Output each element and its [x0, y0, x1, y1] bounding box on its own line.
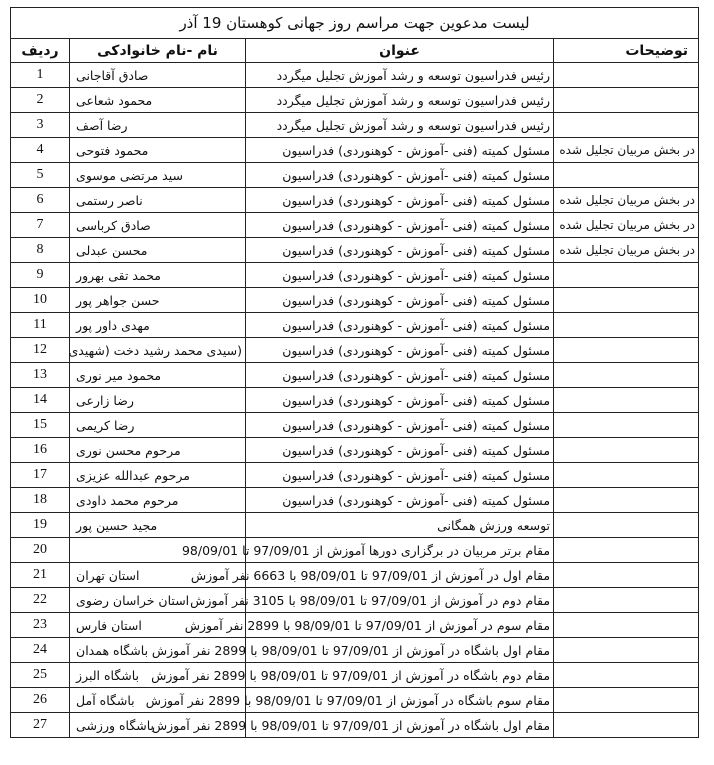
row-title: مسئول کمیته (فنی -آموزش - کوهنوردی) فدراسیون: [246, 463, 554, 488]
row-number: 8: [11, 238, 70, 263]
row-name: [70, 538, 246, 563]
table-row: [11, 613, 699, 638]
row-number: 15: [11, 413, 70, 438]
row-name: مرحوم محمد داودی: [70, 488, 246, 513]
table-title-row: [11, 8, 699, 39]
row-number: 24: [11, 638, 70, 663]
header-title: عنوان: [246, 39, 554, 63]
header-notes: توضیحات: [554, 39, 699, 63]
row-number: 9: [11, 263, 70, 288]
table-row: [11, 413, 699, 438]
row-name: صادق کرباسی: [70, 213, 246, 238]
row-number: 17: [11, 463, 70, 488]
row-number: 4: [11, 138, 70, 163]
row-notes: در بخش مربیان تجلیل شده: [554, 213, 699, 238]
table-row: [11, 488, 699, 513]
table-row: [11, 538, 699, 563]
row-number: 2: [11, 88, 70, 113]
row-name: استان فارس: [70, 613, 246, 638]
row-notes: [554, 538, 699, 563]
row-name: محمود میر نوری: [70, 363, 246, 388]
row-title: مسئول کمیته (فنی -آموزش - کوهنوردی) فدراسیون: [246, 188, 554, 213]
row-number: 14: [11, 388, 70, 413]
row-title: مسئول کمیته (فنی -آموزش - کوهنوردی) فدراسیون: [246, 238, 554, 263]
table-row: [11, 588, 699, 613]
row-notes: [554, 338, 699, 363]
row-name: صادق آقاجانی: [70, 63, 246, 88]
row-name: سید مرتضی موسوی: [70, 163, 246, 188]
table-row: [11, 263, 699, 288]
row-title: توسعه ورزش همگانی: [246, 513, 554, 538]
table-row: [11, 688, 699, 713]
row-title: مسئول کمیته (فنی -آموزش - کوهنوردی) فدراسیون: [246, 263, 554, 288]
table-row: [11, 663, 699, 688]
table-row: [11, 388, 699, 413]
header-row-number: ردیف: [11, 39, 70, 63]
row-name: ناصر رستمی: [70, 188, 246, 213]
row-notes: [554, 638, 699, 663]
row-name: محسن عبدلی: [70, 238, 246, 263]
row-notes: [554, 513, 699, 538]
row-number: 16: [11, 438, 70, 463]
row-number: 22: [11, 588, 70, 613]
row-notes: [554, 588, 699, 613]
table-row: [11, 88, 699, 113]
row-notes: [554, 363, 699, 388]
row-notes: [554, 263, 699, 288]
row-name: مرحوم محسن نوری: [70, 438, 246, 463]
row-title: مقام برتر مربیان در برگزاری دورها آموزش از 97/09/01 تا 98/09/01: [246, 538, 554, 563]
table-row: [11, 338, 699, 363]
row-notes: [554, 663, 699, 688]
row-number: 6: [11, 188, 70, 213]
row-number: 13: [11, 363, 70, 388]
row-name: محمود شعاعی: [70, 88, 246, 113]
table-row: [11, 188, 699, 213]
table-row: [11, 638, 699, 663]
row-notes: [554, 463, 699, 488]
row-number: 11: [11, 313, 70, 338]
row-name: باشگاه البرز: [70, 663, 246, 688]
row-title: مسئول کمیته (فنی -آموزش - کوهنوردی) فدراسیون: [246, 438, 554, 463]
row-title: مقام سوم در آموزش از 97/09/01 تا 98/09/01 با 2899 نفر آموزش: [246, 613, 554, 638]
row-name: باشگاه آمل: [70, 688, 246, 713]
row-number: 10: [11, 288, 70, 313]
row-number: 26: [11, 688, 70, 713]
row-number: 3: [11, 113, 70, 138]
row-notes: [554, 288, 699, 313]
row-title: مقام اول باشگاه در آموزش از 97/09/01 تا 98/09/01 با 2899 نفر آموزش: [246, 713, 554, 738]
row-title: مسئول کمیته (فنی -آموزش - کوهنوردی) فدراسیون: [246, 388, 554, 413]
row-name: رضا زارعی: [70, 388, 246, 413]
row-name: رضا آصف: [70, 113, 246, 138]
table-row: [11, 313, 699, 338]
row-notes: [554, 713, 699, 738]
row-notes: در بخش مربیان تجلیل شده: [554, 188, 699, 213]
row-name: مجید حسین پور: [70, 513, 246, 538]
row-number: 19: [11, 513, 70, 538]
table-row: [11, 238, 699, 263]
header-name: نام -نام خانوادکی: [70, 39, 246, 63]
row-notes: [554, 488, 699, 513]
row-number: 5: [11, 163, 70, 188]
table-row: [11, 163, 699, 188]
row-title: مقام دوم باشگاه در آموزش از 97/09/01 تا 98/09/01 با 2899 نفر آموزش: [246, 663, 554, 688]
row-number: 7: [11, 213, 70, 238]
row-number: 18: [11, 488, 70, 513]
row-name: (سیدی محمد رشید دخت (شهیدی: [70, 338, 246, 363]
row-title: مقام سوم باشگاه در آموزش از 97/09/01 تا 98/09/01 با 2899 نفر آموزش: [246, 688, 554, 713]
row-number: 12: [11, 338, 70, 363]
row-number: 20: [11, 538, 70, 563]
row-number: 25: [11, 663, 70, 688]
row-notes: [554, 438, 699, 463]
row-number: 27: [11, 713, 70, 738]
table-row: [11, 713, 699, 738]
row-title: مسئول کمیته (فنی -آموزش - کوهنوردی) فدراسیون: [246, 288, 554, 313]
row-notes: [554, 63, 699, 88]
table-row: [11, 213, 699, 238]
row-title: رئیس فدراسیون توسعه و رشد آموزش تجلیل میگردد: [246, 113, 554, 138]
row-notes: [554, 113, 699, 138]
row-title: مقام اول در آموزش از 97/09/01 تا 98/09/01 با 6663 نفر آموزش: [246, 563, 554, 588]
row-title: مسئول کمیته (فنی -آموزش - کوهنوردی) فدراسیون: [246, 488, 554, 513]
row-number: 23: [11, 613, 70, 638]
row-notes: [554, 313, 699, 338]
table-row: [11, 113, 699, 138]
row-title: مسئول کمیته (فنی -آموزش - کوهنوردی) فدراسیون: [246, 138, 554, 163]
row-notes: [554, 413, 699, 438]
row-name: باشگاه همدان: [70, 638, 246, 663]
row-number: 21: [11, 563, 70, 588]
header-row: [11, 39, 699, 63]
table-row: [11, 513, 699, 538]
row-name: رضا کریمی: [70, 413, 246, 438]
table-row: [11, 463, 699, 488]
table-row: [11, 63, 699, 88]
row-number: 1: [11, 63, 70, 88]
row-title: مسئول کمیته (فنی -آموزش - کوهنوردی) فدراسیون: [246, 413, 554, 438]
row-title: مقام اول باشگاه در آموزش از 97/09/01 تا 98/09/01 با 2899 نفر آموزش: [246, 638, 554, 663]
table-row: [11, 138, 699, 163]
row-notes: در بخش مربیان تجلیل شده: [554, 138, 699, 163]
row-name: مرحوم عبدالله عزیزی: [70, 463, 246, 488]
table-row: [11, 288, 699, 313]
table-row: [11, 438, 699, 463]
row-title: مسئول کمیته (فنی -آموزش - کوهنوردی) فدراسیون: [246, 363, 554, 388]
row-title: مسئول کمیته (فنی -آموزش - کوهنوردی) فدراسیون: [246, 163, 554, 188]
row-title: مسئول کمیته (فنی -آموزش - کوهنوردی) فدراسیون: [246, 213, 554, 238]
row-notes: [554, 688, 699, 713]
table-row: [11, 563, 699, 588]
row-notes: [554, 163, 699, 188]
row-name: مهدی داور پور: [70, 313, 246, 338]
row-title: مقام دوم در آموزش از 97/09/01 تا 98/09/01 با 3105 نفر آموزش: [246, 588, 554, 613]
row-notes: [554, 88, 699, 113]
table-row: [11, 363, 699, 388]
row-notes: در بخش مربیان تجلیل شده: [554, 238, 699, 263]
row-name: محمد تقی بهرور: [70, 263, 246, 288]
document-title: لیست مدعوین جهت مراسم روز جهانی کوهستان 19 آذر: [11, 8, 699, 39]
row-title: رئیس فدراسیون توسعه و رشد آموزش تجلیل میگردد: [246, 88, 554, 113]
row-name: حسن جواهر پور: [70, 288, 246, 313]
invitees-table: [10, 7, 699, 738]
row-name: باشگاه ورزشی: [70, 713, 246, 738]
row-title: رئیس فدراسیون توسعه و رشد آموزش تجلیل میگردد: [246, 63, 554, 88]
row-name: استان خراسان رضوی: [70, 588, 246, 613]
row-notes: [554, 388, 699, 413]
row-title: مسئول کمیته (فنی -آموزش - کوهنوردی) فدراسیون: [246, 313, 554, 338]
row-title: مسئول کمیته (فنی -آموزش - کوهنوردی) فدراسیون: [246, 338, 554, 363]
row-name: محمود فتوحی: [70, 138, 246, 163]
row-notes: [554, 563, 699, 588]
row-name: استان تهران: [70, 563, 246, 588]
row-notes: [554, 613, 699, 638]
